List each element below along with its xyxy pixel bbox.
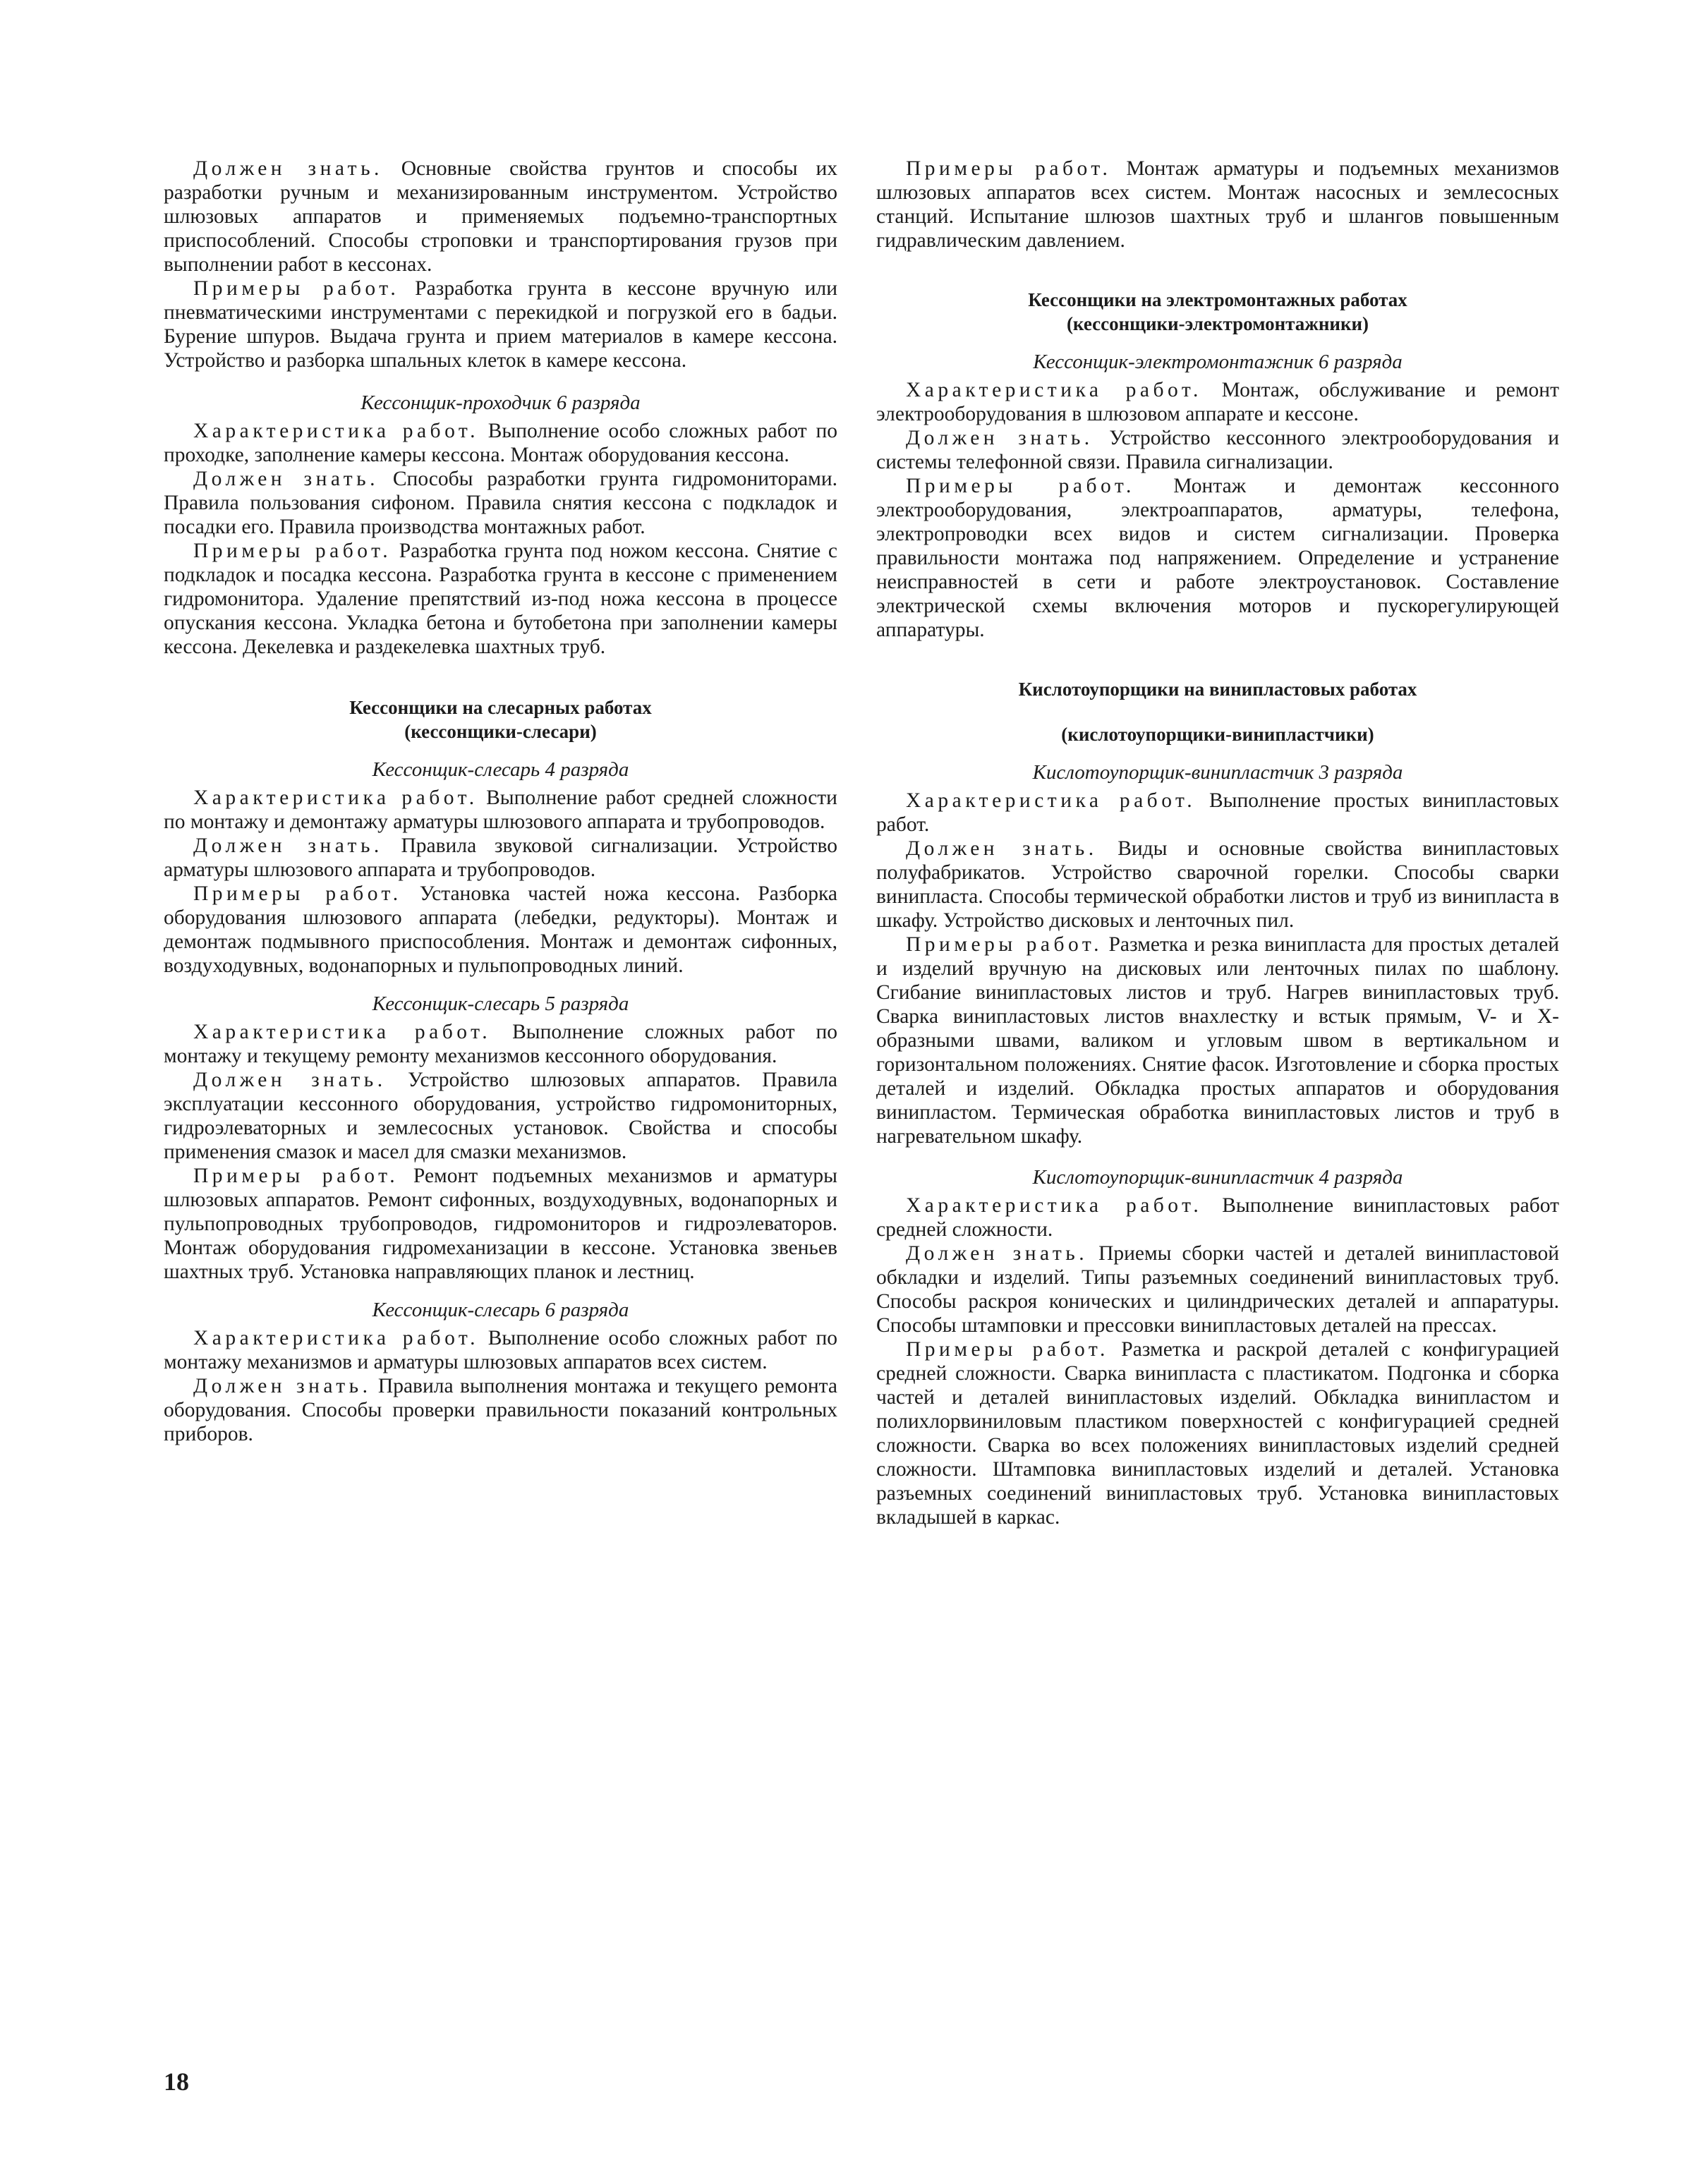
paragraph — [164, 1020, 837, 1068]
paragraph-lead: Характеристика работ. — [193, 420, 479, 442]
paragraph-lead: Примеры работ. — [906, 475, 1135, 497]
grade-subheading: Кессонщик-слесарь 4 разряда — [372, 758, 629, 781]
paragraph-lead: Характеристика работ. — [906, 1194, 1203, 1217]
page-number: 18 — [164, 2068, 189, 2096]
paragraph-text: Выполнение винипластовых работ средней сложности. — [876, 1194, 1559, 1241]
paragraph — [876, 1194, 1559, 1242]
section-heading: (кессонщики-электромонтажники) — [1066, 313, 1369, 334]
paragraph — [164, 834, 837, 882]
paragraph — [876, 789, 1559, 837]
paragraph-text: Устройство кессонного электрооборудования и системы телефонной связи. Правила сигнализации. — [876, 427, 1559, 473]
paragraph-text: Выполнение работ средней сложности по монтажу и демонтажу арматуры шлюзового аппарата и трубопроводов. — [164, 787, 837, 833]
section-heading: (кислотоупорщики-винипластчики) — [1061, 724, 1374, 745]
paragraph — [164, 1068, 837, 1164]
paragraph-lead: Характеристика работ. — [906, 379, 1202, 401]
paragraph — [164, 1164, 837, 1284]
paragraph — [164, 1374, 837, 1446]
paragraph-text: Устройство шлюзовых аппаратов. Правила эксплуатации кессонного оборудования, устройство гидромониторных, гидроэлеваторных и землесосных установок. Свойства и способы применения смазок и масел для смазки механизмов. — [164, 1069, 837, 1163]
paragraph-lead: Примеры работ. — [906, 1338, 1109, 1361]
paragraph-lead: Примеры работ. — [193, 1165, 399, 1187]
paragraph — [164, 539, 837, 659]
section-heading: Кессонщики на слесарных работах — [349, 697, 652, 718]
paragraph-text: Правила выполнения монтажа и текущего ремонта оборудования. Способы проверки правильности показаний контрольных приборов. — [164, 1375, 837, 1445]
grade-subheading: Кессонщик-электромонтажник 6 разряда — [1033, 351, 1403, 373]
paragraph-text: Разработка грунта под ножом кессона. Снятие с подкладок и посадка кессона. Разработка грунта в кессоне с применением гидромонитора. Удаление препятствий из-под ножа кессона в процессе опускания кессона. Укладка бетона и бутобетона при заполнении камеры кессона. Декелевка и раздекелевка шахтных труб. — [164, 540, 837, 658]
paragraph-lead: Примеры работ. — [906, 933, 1103, 956]
grade-subheading: Кислотоупорщик-винипластчик 4 разряда — [1032, 1166, 1403, 1189]
grade-subheading: Кессонщик-проходчик 6 разряда — [361, 391, 641, 414]
grade-subheading: Кислотоупорщик-винипластчик 3 разряда — [1032, 761, 1403, 784]
grade-subheading: Кессонщик-слесарь 6 разряда — [372, 1299, 629, 1321]
paragraph-lead: Должен знать. — [193, 834, 383, 857]
right-column — [876, 157, 1559, 1529]
section-heading: Кессонщики на электромонтажных работах — [1028, 289, 1407, 310]
paragraph-text: Ремонт подъемных механизмов и арматуры шлюзовых аппаратов. Ремонт сифонных, воздуходувных, водонапорных и пульпопроводных трубопроводов, гидромониторов и гидроэлеваторов. Монтаж оборудования гидромеханизации в кессоне. Установка звеньев шахтных труб. Установка направляющих планок и лестниц. — [164, 1165, 837, 1283]
paragraph-text: Выполнение особо сложных работ по проходке, заполнение камеры кессона. Монтаж оборудования кессона. — [164, 420, 837, 466]
paragraph-text: Основные свойства грунтов и способы их разработки ручным и механизированным инструментом. Устройство шлюзовых аппаратов и применяемых подъемно-транспортных приспособлений. Способы строповки и транспортирования грузов при выполнении работ в кессонах. — [164, 157, 837, 276]
section-heading: Кислотоупорщики на винипластовых работах — [1018, 679, 1417, 700]
paragraph-text: Правила звуковой сигнализации. Устройство арматуры шлюзового аппарата и трубопроводов. — [164, 834, 837, 881]
paragraph — [876, 1242, 1559, 1337]
paragraph-lead: Должен знать. — [906, 837, 1098, 860]
paragraph-text: Разметка и раскрой деталей с конфигурацией средней сложности. Сварка винипласта с пластикатом. Подгонка и сборка частей и деталей винипластовых изделий. Обкладка винипластом и полихлорвиниловым пластиком поверхностей с конфигурацией средней сложности. Сварка во всех положениях винипластовых изделий средней сложности. Штамповка винипластовых изделий и деталей. Установка разъемных соединений винипластовых труб. Установка винипластовых вкладышей в каркас. — [876, 1338, 1559, 1529]
paragraph — [876, 378, 1559, 426]
paragraph-text: Монтаж и демонтаж кессонного электрооборудования, электроаппаратов, арматуры, телефона, электропроводки всех видов и систем сигнализации. Проверка правильности монтажа под напряжением. Определение и устранение неисправностей в сети и работе электроустановок. Составление электрической схемы включения моторов и пускорегулирующей аппаратуры. — [876, 475, 1559, 641]
paragraph-text: Монтаж арматуры и подъемных механизмов шлюзовых аппаратов всех систем. Монтаж насосных и землесосных станций. Испытание шлюзов шахтных труб и шлангов повышенным гидравлическим давлением. — [876, 157, 1560, 252]
paragraph — [876, 837, 1559, 933]
paragraph-text: Монтаж, обслуживание и ремонт электрооборудования в шлюзовом аппарате и кессоне. — [876, 379, 1559, 425]
paragraph — [876, 1337, 1559, 1529]
paragraph — [164, 882, 837, 978]
paragraph — [876, 426, 1559, 474]
paragraph-lead: Должен знать. — [193, 1375, 372, 1397]
paragraph — [164, 1326, 837, 1374]
paragraph-lead: Примеры работ. — [906, 157, 1112, 180]
paragraph-lead: Характеристика работ. — [193, 787, 478, 809]
paragraph-lead: Должен знать. — [193, 1069, 387, 1091]
paragraph-text: Способы разработки грунта гидромониторами. Правила пользования сифоном. Правила снятия кессона с подкладок и посадки его. Правила производства монтажных работ. — [164, 468, 837, 538]
paragraph-lead: Примеры работ. — [193, 540, 392, 562]
paragraph-text: Разработка грунта в кессоне вручную или пневматическими инструментами с перекидкой и погрузкой его в бадьи. Бурение шпуров. Выдача грунта и прием материалов в камере кессона. Устройство и разборка шпальных клеток в камере кессона. — [164, 277, 837, 372]
paragraph-text: Выполнение простых винипластовых работ. — [876, 789, 1559, 836]
paragraph-lead: Характеристика работ. — [193, 1021, 492, 1043]
paragraph-lead: Должен знать. — [906, 427, 1094, 449]
paragraph-text: Приемы сборки частей и деталей винипластовой обкладки и изделий. Типы разъемных соединений винипластовых труб. Способы раскроя конических и цилиндрических деталей и аппаратуры. Способы штамповки и прессовки винипластовых деталей на прессах. — [876, 1242, 1559, 1337]
section-heading: (кессонщики-слесари) — [404, 721, 597, 742]
paragraph-lead: Примеры работ. — [193, 277, 400, 300]
paragraph-text: Выполнение особо сложных работ по монтажу механизмов и арматуры шлюзовых аппаратов всех систем. — [164, 1327, 837, 1373]
paragraph-lead: Должен знать. — [193, 468, 379, 490]
paragraph-lead: Характеристика работ. — [193, 1327, 479, 1349]
paragraph-text: Разметка и резка винипласта для простых деталей и изделий вручную на дисковых или ленточных пилах по шаблону. Сгибание винипластовых листов и труб. Нагрев винипластовых труб. Сварка винипластовых листов внахлестку и встык прямым, V- и X-образными швами, валиком и угловым швом в вертикальном и горизонтальном положениях. Снятие фасок. Изготовление и сборка простых деталей и изделий. Обкладка простых аппаратов и оборудования винипластом. Термическая обработка винипластовых листов и труб в нагревательном шкафу. — [876, 933, 1560, 1148]
paragraph-text: Установка частей ножа кессона. Разборка оборудования шлюзового аппарата (лебедки, редукторы). Монтаж и демонтаж подмывного приспособления. Монтаж и демонтаж сифонных, воздуходувных, водонапорных и пульпопроводных линий. — [164, 882, 838, 977]
paragraph-lead: Примеры работ. — [193, 882, 402, 905]
left-column — [164, 157, 837, 1446]
paragraph — [164, 467, 837, 539]
paragraph — [876, 157, 1559, 253]
grade-subheading: Кессонщик-слесарь 5 разряда — [372, 993, 629, 1015]
paragraph — [164, 419, 837, 467]
paragraph-text: Выполнение сложных работ по монтажу и текущему ремонту механизмов кессонного оборудования. — [164, 1021, 837, 1067]
paragraph-lead: Должен знать. — [906, 1242, 1089, 1265]
paragraph — [876, 933, 1559, 1148]
paragraph-lead: Должен знать. — [193, 157, 383, 180]
paragraph — [164, 786, 837, 834]
paragraph-text: Виды и основные свойства винипластовых полуфабрикатов. Устройство сварочной горелки. Способы сварки винипласта. Способы термической обработки листов и труб из винипласта в шкафу. Устройство дисковых и ленточных пил. — [876, 837, 1559, 932]
paragraph — [164, 157, 837, 277]
paragraph — [876, 474, 1559, 642]
paragraph — [164, 277, 837, 372]
paragraph-lead: Характеристика работ. — [906, 789, 1197, 812]
